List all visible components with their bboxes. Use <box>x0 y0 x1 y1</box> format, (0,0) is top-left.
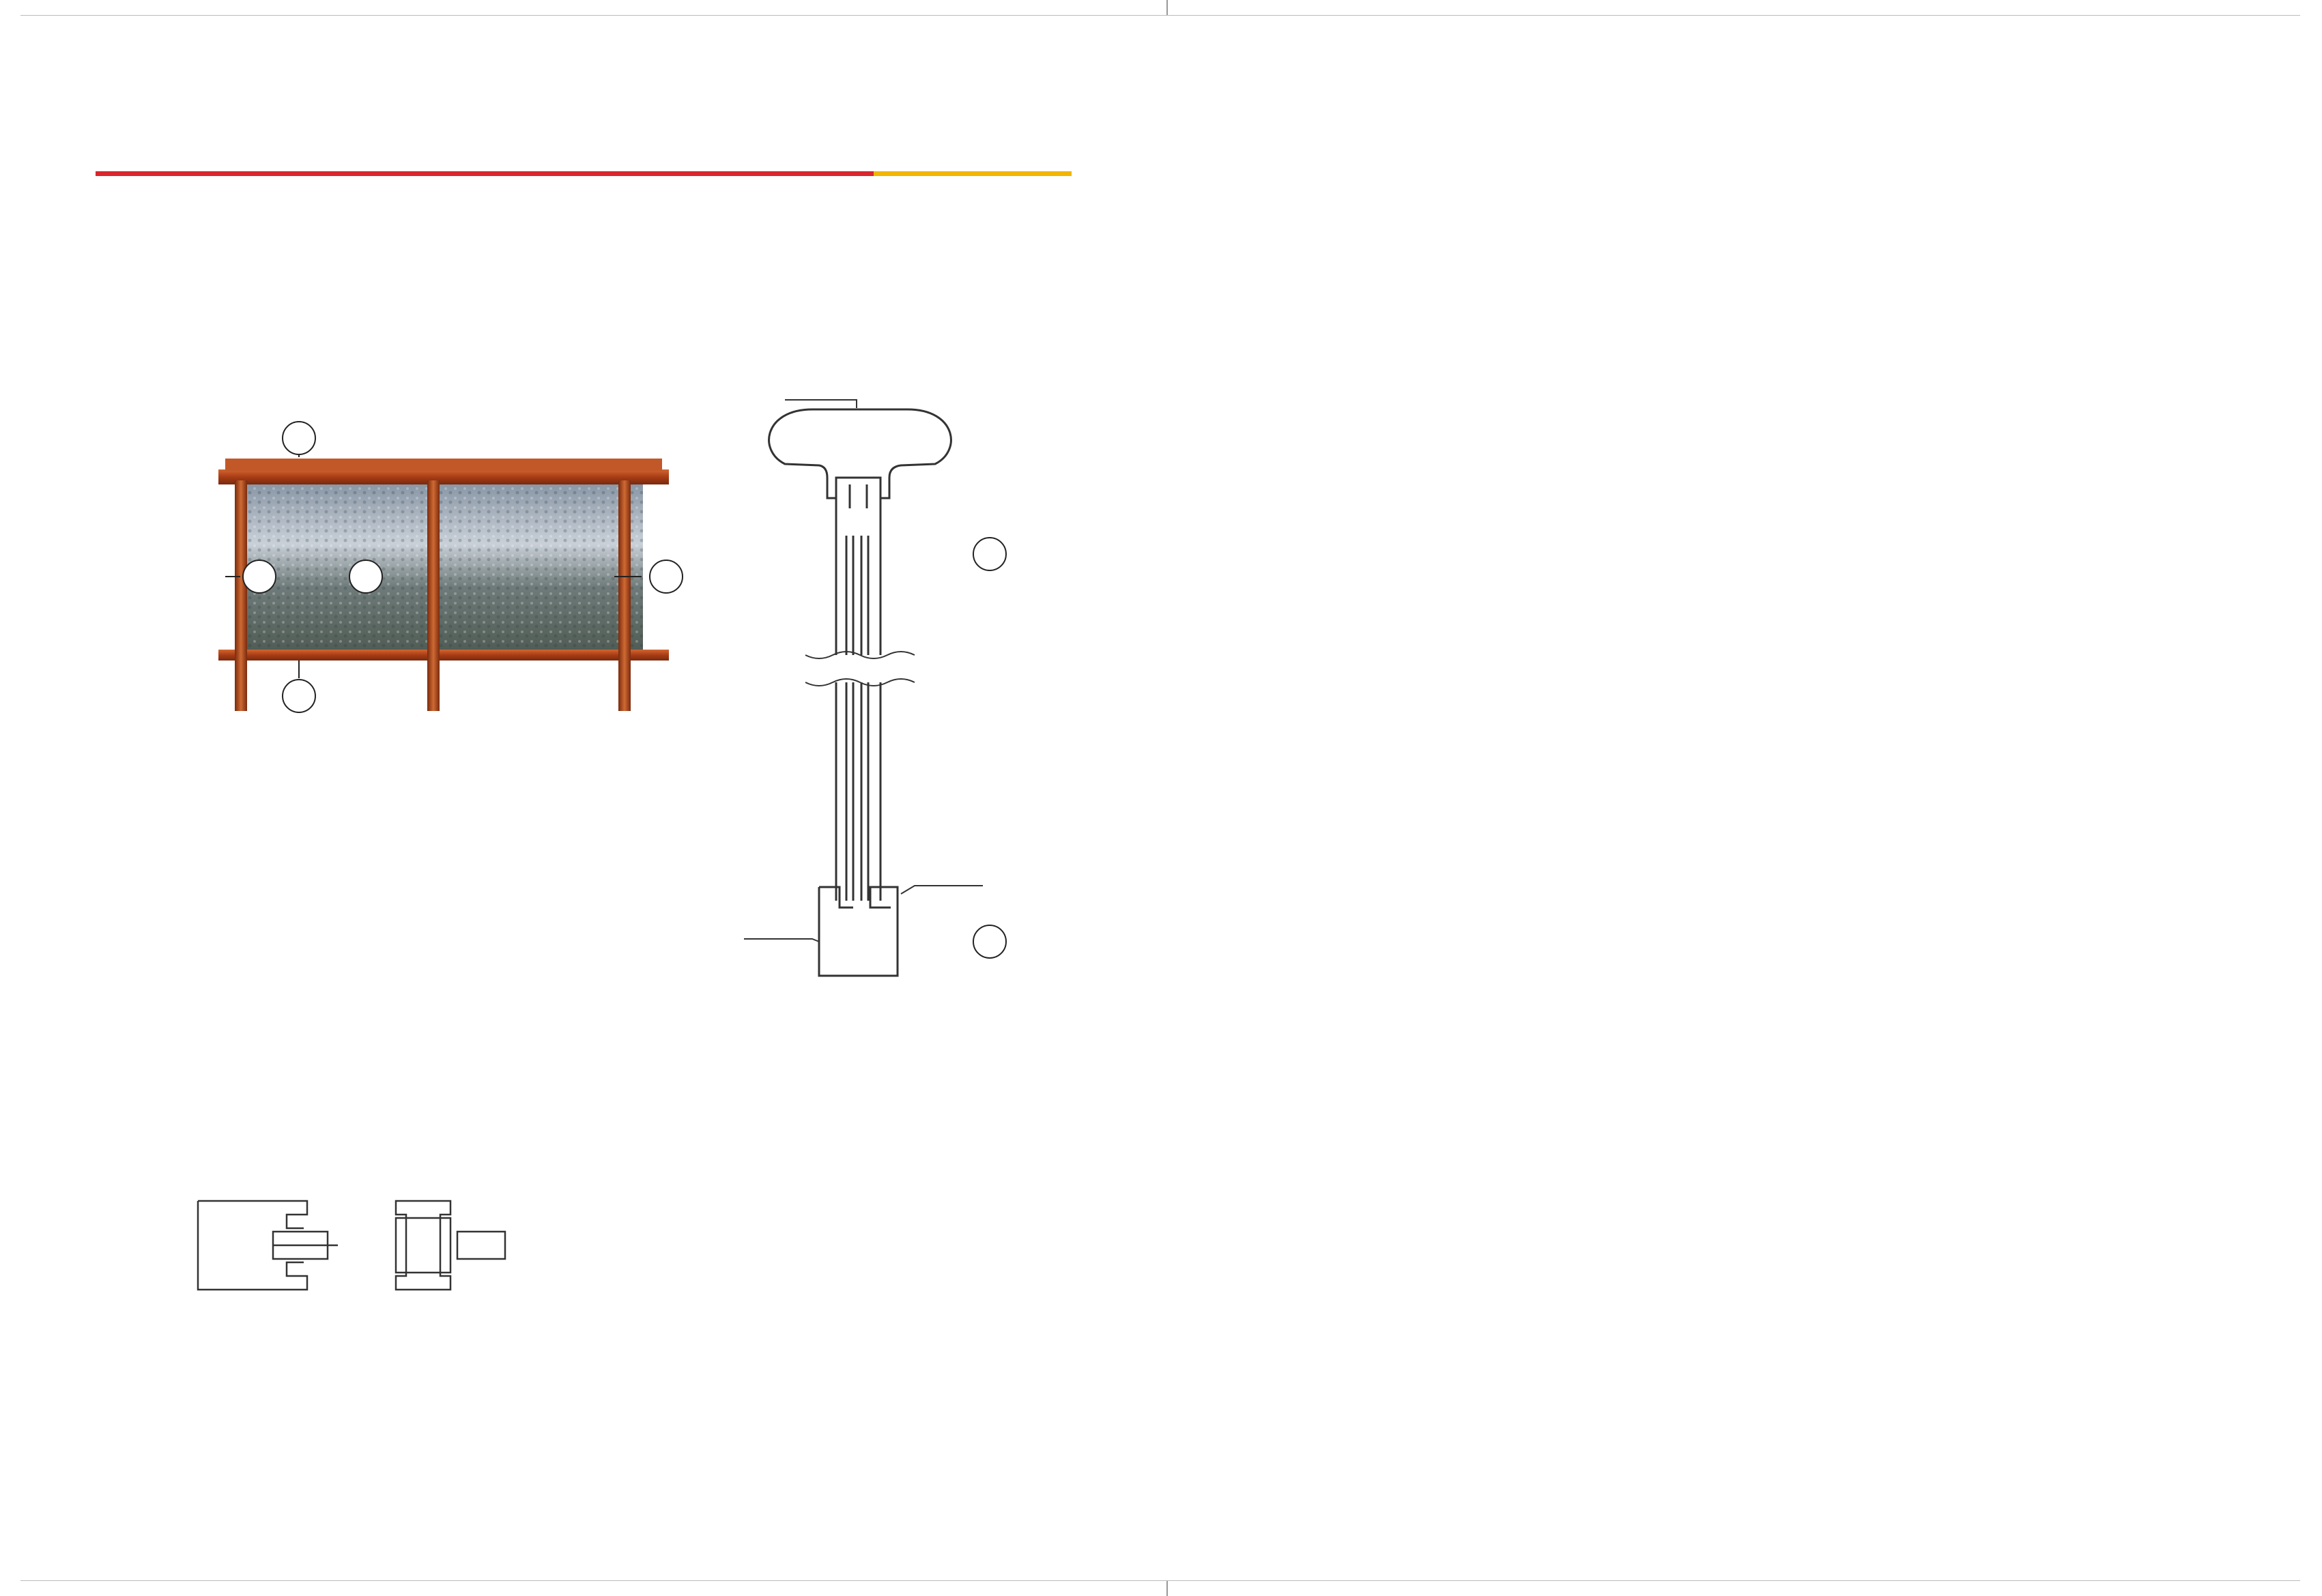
marker-4 <box>349 560 382 593</box>
joint-detail-drawings <box>184 1160 812 1365</box>
left-header-rule-red <box>96 171 874 176</box>
railing-section-drawing <box>737 382 1024 996</box>
crop-mark-bottom <box>1166 1581 1168 1596</box>
railing-markers <box>205 409 696 723</box>
marker-3 <box>243 560 276 593</box>
crop-line-bottom <box>20 1580 2300 1581</box>
marker-1 <box>283 422 315 454</box>
marker-5 <box>650 560 683 593</box>
crop-mark-top <box>1166 0 1168 15</box>
crop-line-top <box>20 15 2300 16</box>
left-header-rule-yellow <box>874 171 1072 176</box>
marker-2 <box>283 680 315 712</box>
